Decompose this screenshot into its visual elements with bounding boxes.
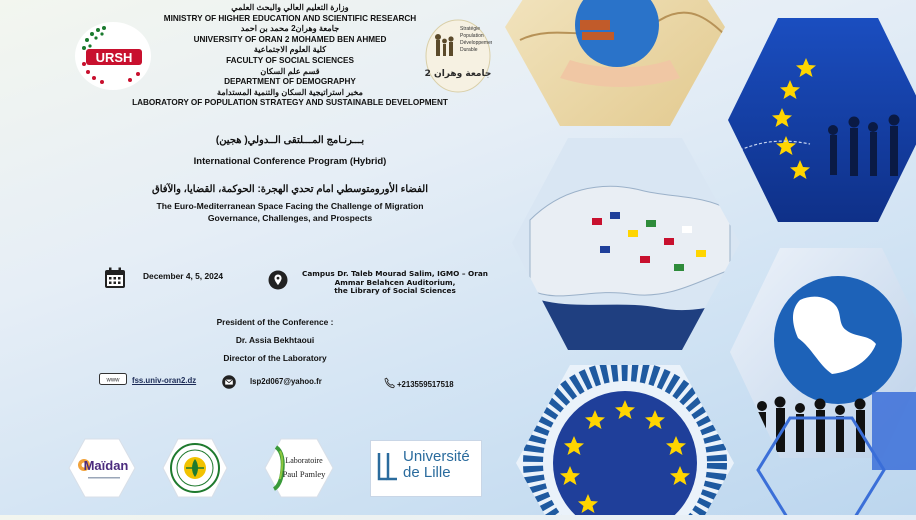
header-line: جامعة وهران2 محمد بن احمد xyxy=(240,24,340,34)
program-title-english: International Conference Program (Hybrid) xyxy=(193,156,387,167)
hexagon-image-collage xyxy=(500,0,916,515)
header-line: وزارة التعليم العالي والبحث العلمي xyxy=(231,3,349,12)
lille-line: de Lille xyxy=(403,464,451,481)
institution-header xyxy=(120,3,460,109)
universite-de-lille-logo xyxy=(370,440,482,497)
lille-line: Université xyxy=(403,448,470,465)
event-venue xyxy=(290,270,500,296)
hex-image-eu-migrants xyxy=(720,10,916,230)
email-address[interactable]: lsp2d067@yahoo.fr xyxy=(250,377,322,386)
header-line: UNIVERSITY OF ORAN 2 MOHAMED BEN AHMED xyxy=(193,34,387,44)
header-line: LABORATORY OF POPULATION STRATEGY AND SUSTAINABLE DEVELOPMENT xyxy=(132,98,448,108)
laboratory-seal-logo xyxy=(162,437,228,499)
ursh-logo-text: URSH xyxy=(95,50,133,65)
maidan-logo-text: Maïdan xyxy=(83,458,129,473)
theme-english-line: Governance, Challenges, and Prospects xyxy=(207,213,373,223)
paul-pamley-line: Laboratoire xyxy=(285,456,323,465)
conference-president xyxy=(180,313,370,367)
theme-english xyxy=(120,200,460,224)
hex-image-flag-map xyxy=(510,135,742,358)
svg-text:www: www xyxy=(106,377,120,384)
venue-line: Campus Dr. Taleb Mourad Salim, IGMO – Oran xyxy=(302,269,488,278)
decorative-hex-fill xyxy=(872,392,916,470)
president-role: Director of the Laboratory xyxy=(223,353,327,363)
header-line: مخبر استراتيجية السكان والتنمية المستدامة xyxy=(216,87,364,97)
paul-pamley-line: Paul Pamley xyxy=(282,469,326,479)
popdev-line: Population xyxy=(460,33,484,39)
phone-number[interactable]: +213559517518 xyxy=(397,380,454,389)
website-link[interactable]: fss.univ-oran2.dz xyxy=(132,376,197,385)
ursh-logo xyxy=(72,18,154,94)
program-title-arabic: بـــرنـامج المـــلتقى الــدولي( هجين) xyxy=(215,135,365,146)
lille-mark-icon xyxy=(377,453,399,481)
web-icon xyxy=(99,372,127,384)
popdev-arabic: جامعة وهران 2 xyxy=(424,69,492,79)
hex-image-eu-flag-circle xyxy=(512,360,740,515)
president-heading: President of the Conference : xyxy=(216,317,334,327)
popdev-line: Durable xyxy=(460,47,478,53)
venue-line: the Library of Social Sciences xyxy=(334,286,456,296)
header-line: DEPARTMENT OF DEMOGRAPHY xyxy=(224,77,356,87)
header-line: MINISTRY OF HIGHER EDUCATION AND SCIENTIFIC RESEARCH xyxy=(163,13,417,23)
location-pin-icon xyxy=(268,270,288,290)
president-name: Dr. Assia Bekhtaoui xyxy=(235,335,315,345)
header-line: FACULTY OF SOCIAL SCIENCES xyxy=(226,55,354,65)
header-line: قسم علم السكان xyxy=(260,66,320,76)
hex-image-hands-map xyxy=(500,0,730,130)
lille-logo-text xyxy=(403,449,470,481)
calendar-icon xyxy=(104,267,126,289)
paul-pamley-logo xyxy=(264,437,334,499)
venue-line: Ammar Belahcen Auditorium, xyxy=(334,277,456,287)
email-icon xyxy=(222,375,236,389)
header-line: كلية العلوم الاجتماعية xyxy=(253,45,327,55)
phone-icon xyxy=(384,376,396,388)
population-development-logo xyxy=(424,18,492,94)
popdev-line: Développement xyxy=(460,40,492,46)
popdev-line: Stratégie xyxy=(460,26,481,32)
maidan-logo xyxy=(68,437,136,499)
theme-english-line: The Euro-Mediterranean Space Facing the Challenge of Migration xyxy=(156,201,424,211)
event-date: December 4, 5, 2024 xyxy=(143,271,224,281)
theme-arabic: الفضاء الأورومتوسطي امام تحدي الهجرة: الحوكمة، القضايا، والآفاق xyxy=(152,184,428,195)
